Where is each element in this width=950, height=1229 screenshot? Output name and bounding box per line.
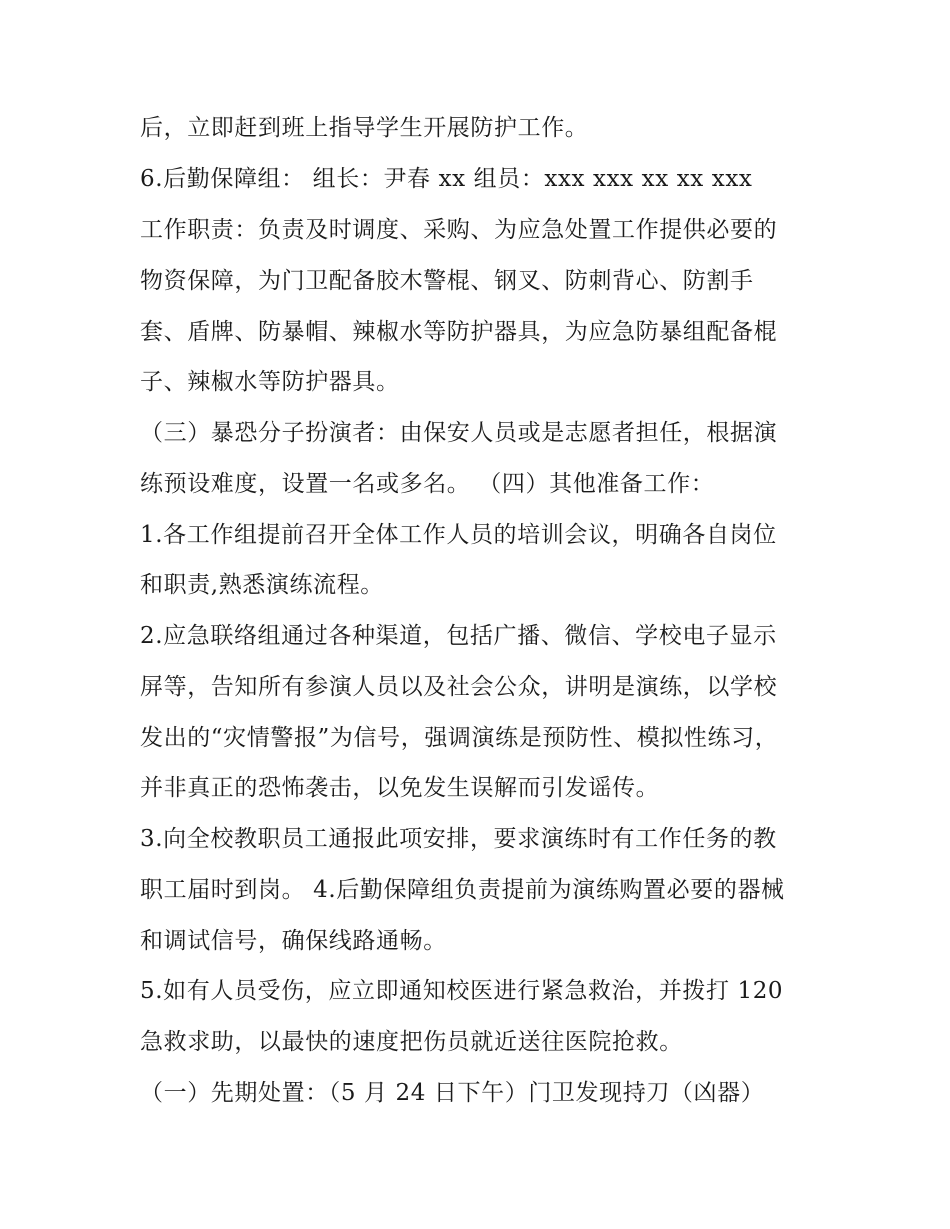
text-line: 子、辣椒水等防护器具。 (140, 369, 400, 395)
text-line: （三）暴恐分子扮演者：由保安人员或是志愿者担任，根据演 (140, 420, 778, 446)
text-line: 2.应急联络组通过各种渠道，包括广播、微信、学校电子显示 (140, 623, 777, 649)
text-line: 6.后勤保障组： 组长：尹春 xx 组员：xxx xxx xx xx xxx (140, 166, 753, 192)
text-line: 练预设难度，设置一名或多名。 （四）其他准备工作： (140, 471, 715, 497)
text-line: （一）先期处置：（5 月 24 日下午）门卫发现持刀（凶器） (140, 1080, 765, 1106)
text-line: 职工届时到岗。 4.后勤保障组负责提前为演练购置必要的器械 (140, 877, 785, 903)
text-line: 屏等，告知所有参演人员以及社会公众，讲明是演练，以学校 (140, 674, 778, 700)
text-line: 并非真正的恐怖袭击，以免发生误解而引发谣传。 (140, 775, 660, 801)
text-line: 急救求助，以最快的速度把伤员就近送往医院抢救。 (140, 1029, 683, 1055)
text-line: 和调试信号，确保线路通畅。 (140, 928, 447, 954)
text-line: 5.如有人员受伤，应立即通知校医进行紧急救治，并拨打 120 (140, 978, 784, 1004)
text-line: 套、盾牌、防暴帽、辣椒水等防护器具，为应急防暴组配备棍 (140, 319, 778, 345)
text-line: 发出的“灾情警报”为信号，强调演练是预防性、模拟性练习， (140, 725, 779, 751)
text-line: 1.各工作组提前召开全体工作人员的培训会议，明确各自岗位 (140, 522, 777, 548)
text-line: 后，立即赶到班上指导学生开展防护工作。 (140, 115, 589, 141)
text-line: 工作职责：负责及时调度、采购、为应急处置工作提供必要的 (140, 217, 778, 243)
text-line: 物资保障，为门卫配备胶木警棍、钢叉、防刺背心、防割手 (140, 268, 754, 294)
text-line: 3.向全校教职员工通报此项安排，要求演练时有工作任务的教 (140, 826, 777, 852)
text-line: 和职责,熟悉演练流程。 (140, 572, 384, 598)
